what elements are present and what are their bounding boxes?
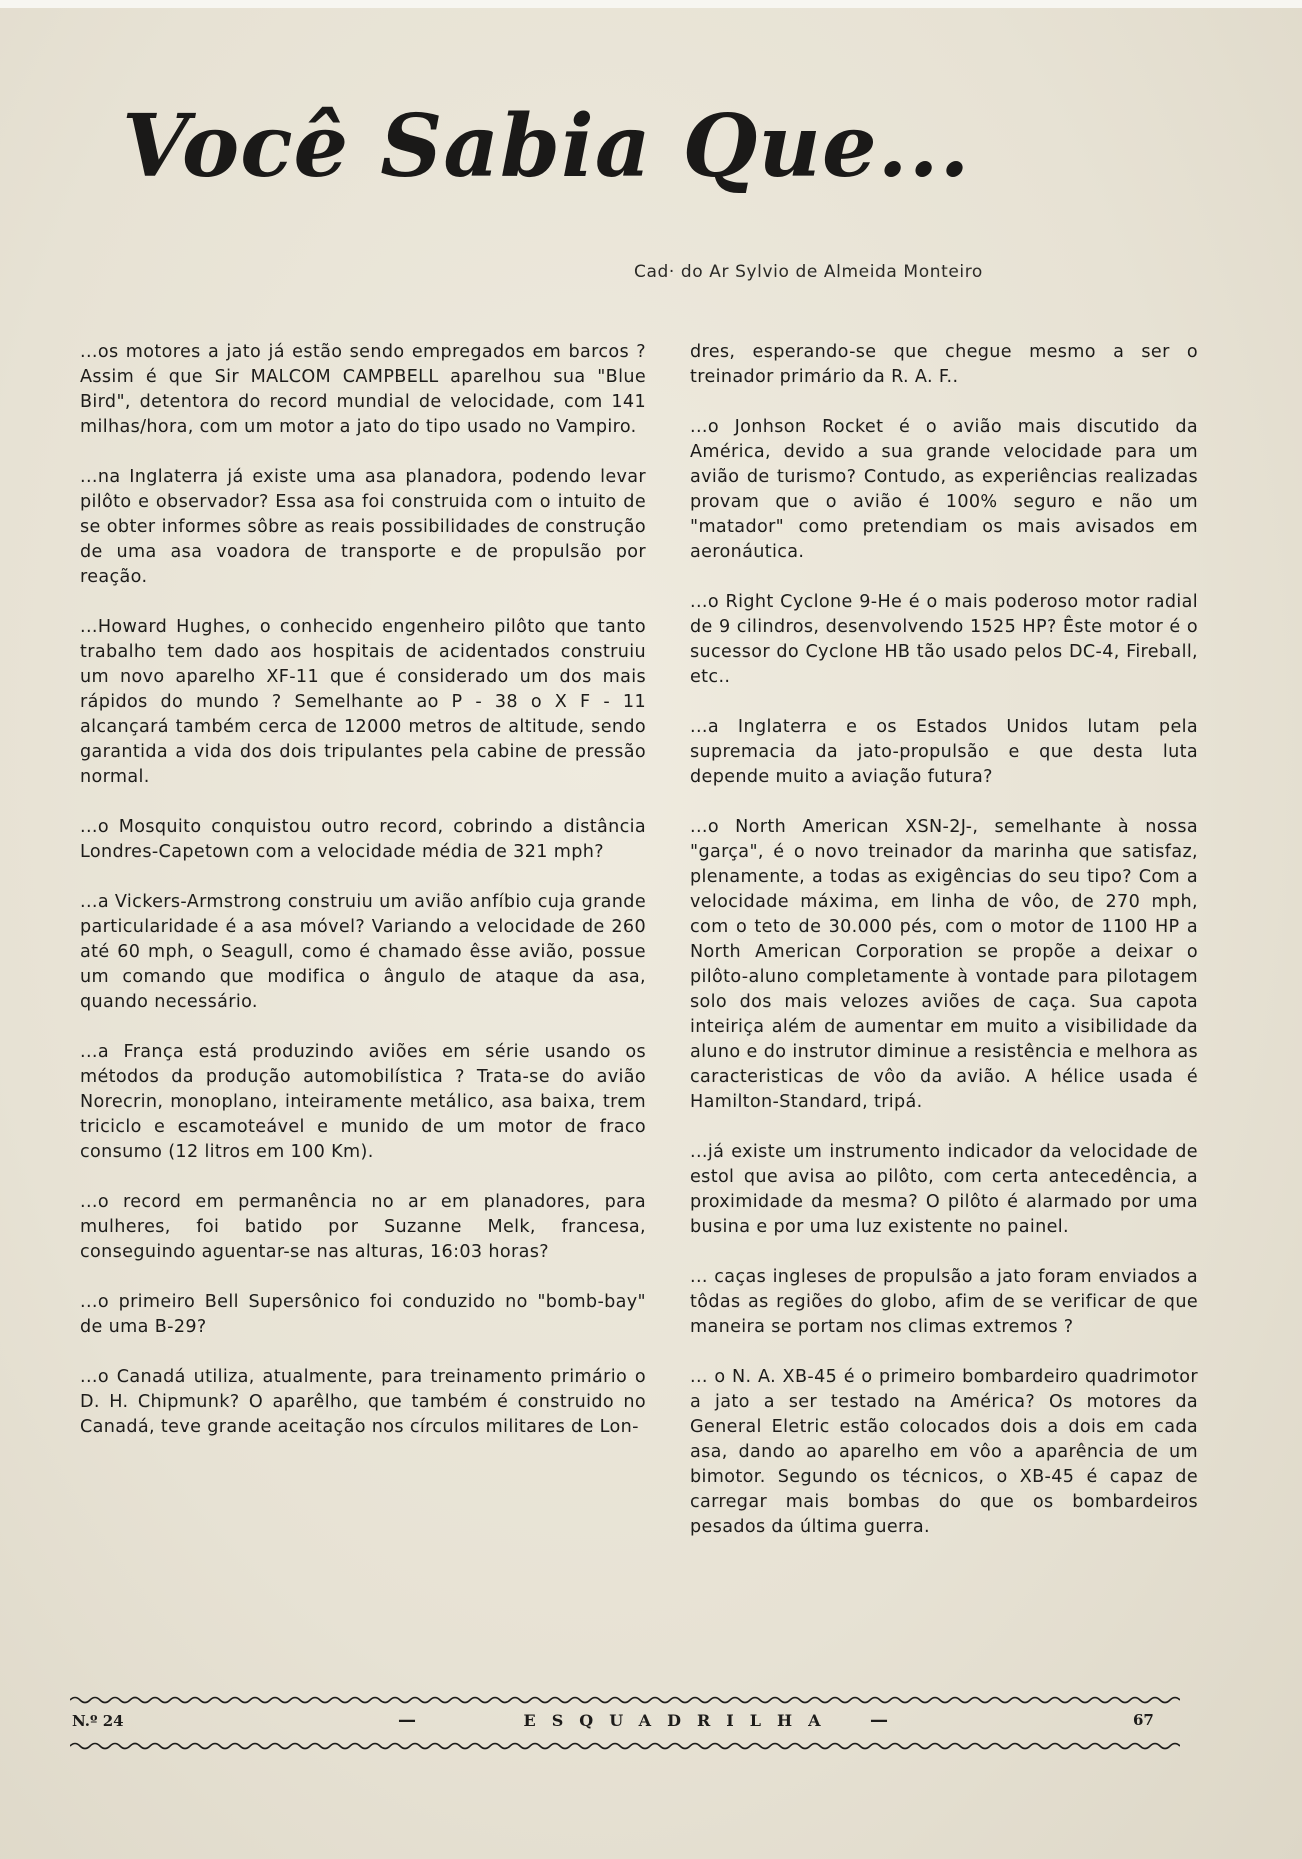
page-number: 67 <box>1133 1711 1154 1729</box>
scan-edge <box>0 0 1302 8</box>
article-paragraph: ...Howard Hughes, o conhecido engenheiro pilôto que tanto trabalho tem dado aos hospitais de acidentados construiu um novo aparelho XF-11 que é considerado um dos mais rápidos do mundo ? Semelhante ao P - 38 o X F - 11 alcançará também cerca de 12000 metros de altitude, sendo garantida a vida dos dois tripulantes pela cabine de pressão normal. <box>80 617 646 787</box>
right-column <box>690 340 1198 1565</box>
article-paragraph: ...o record em permanência no ar em planadores, para mulheres, foi batido por Suzanne Melk, francesa, conseguindo aguentar-se nas alturas, 16:03 horas? <box>80 1192 646 1262</box>
issue-number: N.º 24 <box>72 1712 124 1730</box>
article-paragraph: ...o primeiro Bell Supersônico foi conduzido no "bomb-bay" de uma B-29? <box>80 1292 646 1337</box>
article-paragraph: ...a Inglaterra e os Estados Unidos lutam pela supremacia da jato-propulsão e que desta luta depende muito a aviação futura? <box>690 717 1198 787</box>
article-paragraph: ... o N. A. XB-45 é o primeiro bombardeiro quadrimotor a jato a ser testado na América? Os motores da General Eletric estão colocados dois a dois em cada asa, dando ao aparelho em vôo a aparência de um bimotor. Segundo os técnicos, o XB-45 é capaz de carregar mais bombas do que os bombardeiros pesados da última guerra. <box>690 1367 1198 1537</box>
article-paragraph: ...o North American XSN-2J-, semelhante à nossa "garça", é o novo treinador da marinha que satisfaz, plenamente, a todas as exigências do seu tipo? Com a velocidade máxima, em linha de vôo, de 270 mph, com o teto de 30.000 pés, com o motor de 1100 HP a North American Corporation se propõe a deixar o pilôto-aluno completamente à vontade para pilotagem solo dos mais velozes aviões de caça. Sua capota inteiriça além de aumentar em muito a visibilidade da aluno e do instrutor diminue a resistência e melhora as caracteristicas de vôo da avião. A hélice usada é Hamilton-Standard, tripá. <box>690 817 1198 1112</box>
article-paragraph: ...o Jonhson Rocket é o avião mais discutido da América, devido a sua grande velocidade para um avião de turismo? Contudo, as experiências realizadas provam que o avião é 100% seguro e não um "matador" como pretendiam os mais avisados em aeronáutica. <box>690 417 1198 562</box>
wavy-rule-top <box>70 1695 1180 1705</box>
article-paragraph: ...a Vickers-Armstrong construiu um avião anfíbio cuja grande particularidade é a asa móvel? Variando a velocidade de 260 até 60 mph, o Seagull, como é chamado êsse avião, possue um comando que modifica o ângulo de ataque da asa, quando necessário. <box>80 892 646 1012</box>
author-byline: Cad· do Ar Sylvio de Almeida Monteiro <box>634 262 983 282</box>
article-paragraph: ...o Canadá utiliza, atualmente, para treinamento primário o D. H. Chipmunk? O aparêlho, que também é construido no Canadá, teve grande aceitação nos círculos militares de Lon- <box>80 1367 646 1437</box>
left-column <box>80 340 646 1465</box>
article-paragraph: ...a França está produzindo aviões em série usando os métodos da produção automobilística ? Trata-se do avião Norecrin, monoplano, inteiramente metálico, asa baixa, trem triciclo e escamoteável e munido de um motor de fraco consumo (12 litros em 100 Km). <box>80 1042 646 1162</box>
article-paragraph: ...na Inglaterra já existe uma asa planadora, podendo levar pilôto e observador? Essa asa foi construida com o intuito de se obter informes sôbre as reais possibilidades de construção de uma asa voadora de transporte e de propulsão por reação. <box>80 467 646 587</box>
page-title: Você Sabia Que... <box>122 96 971 197</box>
page-footer <box>70 1695 1180 1755</box>
magazine-name: ESQUADRILHA <box>523 1711 837 1730</box>
article-paragraph: ... caças ingleses de propulsão a jato foram enviados a tôdas as regiões do globo, afim de se verificar de que maneira se portam nos climas extremos ? <box>690 1267 1198 1337</box>
article-paragraph: ...o Right Cyclone 9-He é o mais poderoso motor radial de 9 cilindros, desenvolvendo 1525 HP? Êste motor é o sucessor do Cyclone HB tão usado pelos DC-4, Fireball, etc.. <box>690 592 1198 687</box>
article-paragraph: ...os motores a jato já estão sendo empregados em barcos ? Assim é que Sir MALCOM CAMPBELL aparelhou sua "Blue Bird", detentora do record mundial de velocidade, com 141 milhas/hora, com um motor a jato do tipo usado no Vampiro. <box>80 342 646 437</box>
wavy-rule-bottom <box>70 1741 1180 1751</box>
article-paragraph-continued: dres, esperando-se que chegue mesmo a ser o treinador primário da R. A. F.. <box>690 342 1198 387</box>
article-paragraph: ...o Mosquito conquistou outro record, cobrindo a distância Londres-Capetown com a velocidade média de 321 mph? <box>80 817 646 862</box>
article-paragraph: ...já existe um instrumento indicador da velocidade de estol que avisa ao pilôto, com certa antecedência, a proximidade da mesma? O pilôto é alarmado por uma busina e por uma luz existente no painel. <box>690 1142 1198 1237</box>
footer-dash-right: — <box>870 1710 888 1731</box>
footer-dash-left: — <box>398 1710 416 1731</box>
